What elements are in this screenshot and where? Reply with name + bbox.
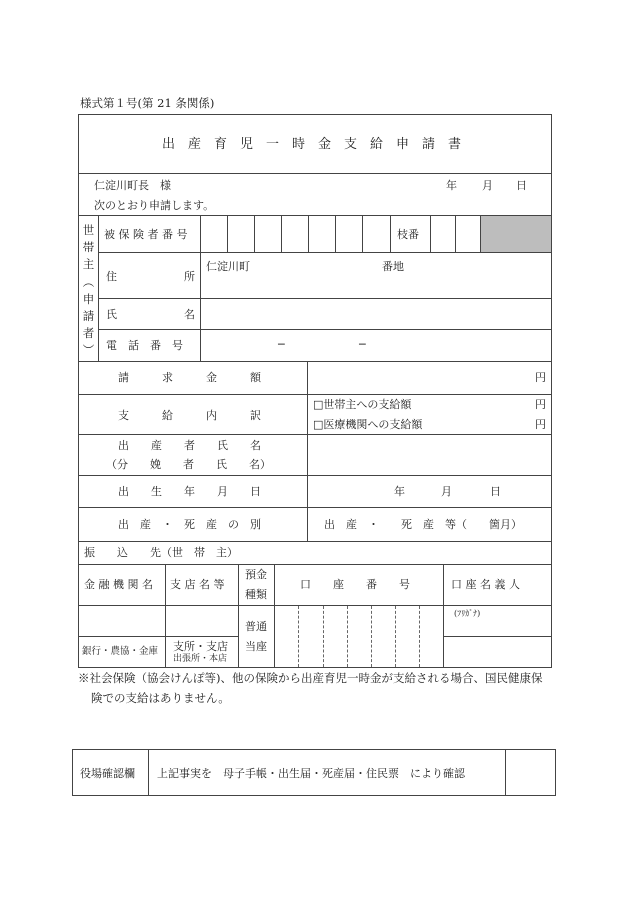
breakdown-medical-checkbox[interactable]: □医療機関への支給額 bbox=[313, 418, 423, 431]
row-divider bbox=[78, 507, 552, 508]
digit-divider bbox=[390, 215, 391, 252]
date-year-label: 年 bbox=[446, 179, 457, 192]
frame-top bbox=[78, 114, 552, 115]
account-number-header: 口 座 番 号 bbox=[300, 578, 410, 591]
office-check-text: 上記事実を 母子手帳・出生届・死産届・住民票 により確認 bbox=[157, 767, 465, 780]
digit-divider bbox=[254, 215, 255, 252]
side-char: 世 bbox=[82, 223, 95, 237]
frame-right bbox=[551, 114, 552, 668]
birth-date-field[interactable] bbox=[308, 476, 551, 507]
bank-inner-divider bbox=[78, 636, 238, 637]
branch-number-shaded-cell bbox=[481, 216, 551, 252]
address-label-left: 住 bbox=[106, 270, 117, 283]
claim-amount-yen: 円 bbox=[535, 371, 546, 384]
mother-name-field[interactable] bbox=[308, 435, 551, 475]
phone-dash-2: ─ bbox=[359, 338, 366, 351]
branch-type-options-2[interactable]: 出張所・本店 bbox=[173, 654, 228, 664]
breakdown-household-yen: 円 bbox=[535, 398, 546, 411]
branch-type-options-1[interactable]: 支所・支店 bbox=[173, 640, 228, 653]
digit-divider bbox=[308, 215, 309, 252]
note-line-1: ※社会保険（協会けんぽ等)、他の保険から出産育児一時金が支給される場合、国民健康保 bbox=[78, 671, 543, 685]
address-label-right: 所 bbox=[184, 270, 195, 283]
claim-amount-label: 請 求 金 額 bbox=[118, 371, 261, 384]
form-title: 出 産 育 児 一 時 金 支 給 申 請 書 bbox=[162, 137, 462, 152]
branch-header: 支 店 名 等 bbox=[170, 578, 225, 591]
side-char: 申 bbox=[82, 291, 95, 306]
digit-divider bbox=[227, 215, 228, 252]
account-number-field[interactable] bbox=[275, 606, 443, 667]
office-stamp-cell[interactable] bbox=[506, 750, 555, 795]
row-divider bbox=[78, 394, 552, 395]
side-char: 者 bbox=[82, 326, 95, 341]
branch-number-label: 枝番 bbox=[397, 228, 419, 241]
furigana-label: (ﾌﾘｶﾞﾅ) bbox=[454, 609, 481, 618]
side-char: 帯 bbox=[82, 240, 95, 255]
bank-name-field[interactable] bbox=[79, 606, 165, 636]
digit-divider bbox=[362, 215, 363, 252]
bank-col-divider bbox=[238, 564, 239, 667]
branch-name-field[interactable] bbox=[166, 606, 238, 636]
side-char: 主 bbox=[82, 257, 95, 272]
office-box-divider bbox=[148, 749, 149, 796]
birth-date-year: 年 bbox=[394, 485, 405, 498]
name-label-left: 氏 bbox=[106, 308, 117, 321]
birth-date-month: 月 bbox=[441, 485, 452, 498]
applicant-side-divider bbox=[98, 215, 99, 362]
note-line-2: 険での支給はありません。 bbox=[91, 691, 230, 705]
address-field[interactable] bbox=[201, 253, 551, 298]
breakdown-medical-yen: 円 bbox=[535, 418, 546, 431]
birth-type-label: 出 産 ・ 死 産 の 別 bbox=[118, 518, 261, 531]
bank-header: 金 融 機 関 名 bbox=[84, 578, 153, 591]
transfer-label: 振 込 先（世 帯 主） bbox=[84, 546, 238, 559]
date-month-label: 月 bbox=[482, 179, 493, 192]
breakdown-household-checkbox[interactable]: □世帯主への支給額 bbox=[313, 398, 412, 411]
insured-number-label: 被 保 険 者 番 号 bbox=[104, 228, 188, 241]
deposit-type-header-2: 種類 bbox=[245, 588, 267, 601]
birth-date-day: 日 bbox=[490, 485, 501, 498]
birth-date-label: 出 生 年 月 日 bbox=[118, 485, 261, 498]
claim-amount-field[interactable] bbox=[308, 362, 551, 394]
mother-name-label: 出 産 者 氏 名 bbox=[118, 439, 261, 452]
phone-label: 電 話 番 号 bbox=[106, 339, 183, 352]
office-check-label: 役場確認欄 bbox=[80, 767, 135, 780]
side-char: ︵ bbox=[82, 274, 95, 289]
birth-type-options[interactable]: 出 産 ・ 死 産 等（ 箇月） bbox=[324, 518, 522, 531]
row-divider bbox=[78, 564, 552, 565]
frame-left bbox=[78, 114, 79, 668]
frame-bottom bbox=[78, 667, 552, 668]
deposit-type-futsu[interactable]: 普通 bbox=[245, 620, 267, 633]
phone-dash-1: ─ bbox=[278, 338, 285, 351]
side-char: ︶ bbox=[82, 343, 95, 358]
name-label-right: 名 bbox=[184, 308, 195, 321]
date-day-label: 日 bbox=[516, 179, 527, 192]
applicant-side-label bbox=[79, 222, 98, 360]
bank-type-options[interactable]: 銀行・農協・金庫 bbox=[82, 646, 159, 657]
address-suffix: 番地 bbox=[382, 260, 404, 273]
account-holder-field[interactable] bbox=[444, 623, 551, 667]
branch-number-box[interactable] bbox=[431, 216, 480, 252]
deposit-type-header-1: 預金 bbox=[245, 568, 267, 581]
title-divider bbox=[78, 173, 552, 174]
digit-divider bbox=[335, 215, 336, 252]
digit-divider bbox=[281, 215, 282, 252]
account-holder-header: 口 座 名 義 人 bbox=[451, 578, 520, 591]
applicant-name-field[interactable] bbox=[201, 299, 551, 329]
apply-sentence: 次のとおり申請します。 bbox=[94, 199, 215, 212]
mother-name-sublabel: （分 娩 者 氏 名） bbox=[106, 458, 271, 471]
form-number: 様式第１号(第 21 条関係) bbox=[80, 96, 215, 110]
addressee: 仁淀川町長 様 bbox=[94, 179, 171, 192]
side-char: 請 bbox=[82, 309, 95, 324]
deposit-type-toza[interactable]: 当座 bbox=[245, 640, 267, 653]
address-prefix: 仁淀川町 bbox=[206, 260, 250, 273]
section-divider bbox=[78, 541, 552, 542]
breakdown-label: 支 給 内 訳 bbox=[118, 409, 261, 422]
phone-field[interactable] bbox=[201, 330, 551, 361]
